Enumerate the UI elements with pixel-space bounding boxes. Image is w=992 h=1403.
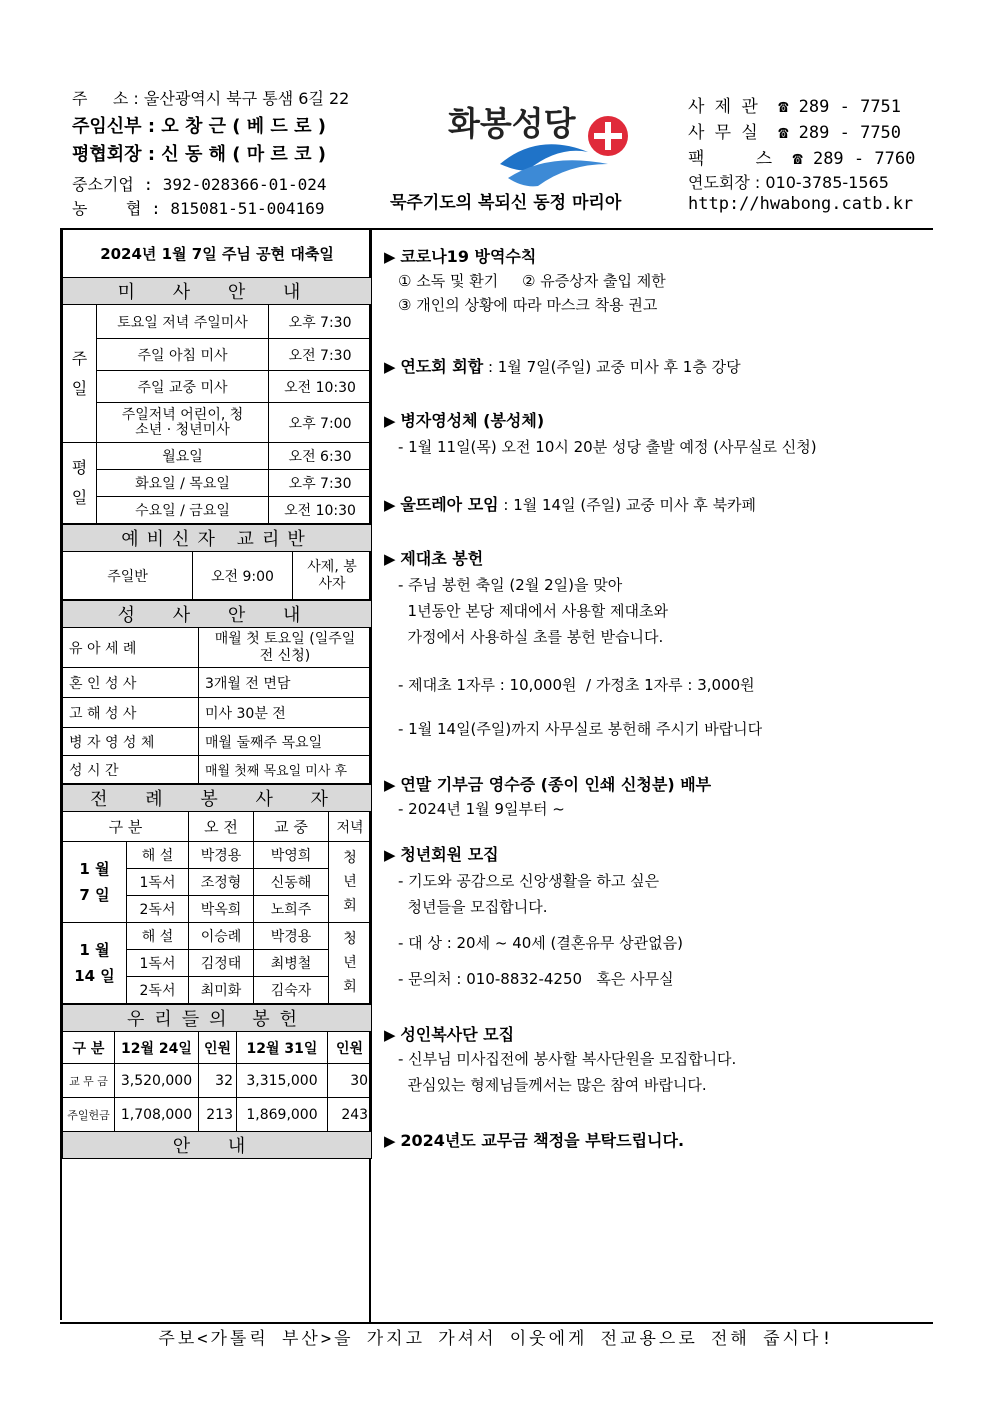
- liturgy-role: 2독서: [127, 977, 189, 1004]
- liturgy-evening: 청 년 회: [329, 923, 372, 1004]
- liturgy-person: 박경용: [254, 923, 329, 950]
- mass-time: 오후 7:00: [269, 403, 372, 443]
- sacrament-info: 미사 30분 전: [199, 698, 372, 728]
- offering-count: 32: [199, 1064, 237, 1098]
- council-line: 평협회장 : 신 동 해 ( 마 르 코 ): [72, 144, 326, 165]
- liturgy-role: 2독서: [127, 896, 189, 923]
- bullet-icon: ▶: [384, 358, 401, 376]
- liturgy-role: 1독서: [127, 869, 189, 896]
- offering-head: 12월 31일: [237, 1032, 328, 1064]
- offering-amount: 3,315,000: [237, 1064, 328, 1098]
- offering-amount: 1,869,000: [237, 1098, 328, 1132]
- mass-time: 오후 7:30: [269, 305, 372, 339]
- offering-amount: 3,520,000: [115, 1064, 199, 1098]
- offering-name: 교 무 금: [63, 1064, 115, 1098]
- youth-line: - 문의처 : 010-8832-4250 혹은 사무실: [398, 970, 674, 988]
- bank-account-1: 중소기업 : 392-028366-01-024: [72, 175, 327, 194]
- bullet-icon: ▶: [384, 248, 401, 266]
- bullet-icon: ▶: [384, 1132, 401, 1150]
- address-line: 주 소 : 울산광역시 북구 통샘 6길 22: [72, 89, 350, 108]
- sick-text: - 1월 11일(목) 오전 10시 20분 성당 출발 예정 (사무실로 신청): [398, 438, 817, 456]
- mass-name: 주일 교중 미사: [97, 371, 269, 403]
- weekday-label: 평일: [63, 443, 97, 524]
- liturgy-head: 교 중: [254, 812, 329, 842]
- liturgy-person: 이승례: [189, 923, 254, 950]
- office-phone: 사 무 실 ☎ 289 - 7750: [688, 123, 902, 143]
- sick-title: ▶ 병자영성체 (봉성체): [384, 411, 545, 430]
- liturgy-person: 신동해: [254, 869, 329, 896]
- bullet-icon: ▶: [384, 776, 401, 794]
- mass-time: 오전 7:30: [269, 339, 372, 371]
- covid-line: ① 소독 및 환기 ② 유증상자 출입 제한: [398, 272, 666, 290]
- offering-count: 243: [328, 1098, 372, 1132]
- footer-note: 주보<가톨릭 부산>을 가지고 가셔서 이웃에게 전교용으로 전해 줍시다!: [158, 1329, 835, 1349]
- candle-line: 1년동안 본당 제대에서 사용할 제대초와: [398, 602, 668, 620]
- mass-name: 토요일 저녁 주일미사: [97, 305, 269, 339]
- sacrament-name: 혼 인 성 사: [63, 668, 199, 698]
- offering-head: 12월 24일: [115, 1032, 199, 1064]
- mass-schedule-table: [62, 228, 372, 524]
- date-title: 2024년 1월 7일 주님 공현 대축일: [63, 229, 372, 278]
- offering-section-title: 우리들의 봉헌: [63, 1005, 372, 1032]
- bullet-icon: ▶: [384, 496, 401, 514]
- catechumen-time: 오전 9:00: [193, 552, 293, 600]
- sacrament-info: 매월 첫 토요일 (일주일 전 신청): [199, 628, 372, 668]
- mass-name: 주일저녁 어린이, 청소년 · 청년미사: [97, 403, 269, 443]
- youth-line: - 대 상 : 20세 ~ 40세 (결혼유무 상관없음): [398, 934, 683, 952]
- youth-title: ▶ 청년회원 모집: [384, 845, 499, 864]
- bullet-icon: ▶: [384, 846, 401, 864]
- sacrament-name: 고 해 성 사: [63, 698, 199, 728]
- mass-time: 오전 10:30: [269, 497, 372, 524]
- dues-item: ▶ 2024년도 교무금 책정을 부탁드립니다.: [384, 1131, 685, 1150]
- youth-line: 청년들을 모집합니다.: [398, 898, 548, 916]
- bullet-icon: ▶: [384, 1026, 401, 1044]
- candle-line: - 주님 봉헌 축일 (2월 2일)을 맞아: [398, 576, 623, 594]
- liturgy-person: 박경용: [189, 842, 254, 869]
- church-logo-icon: [498, 112, 638, 192]
- catechumen-teacher: 사제, 봉사자: [293, 552, 372, 600]
- sacrament-name: 유 아 세 례: [63, 628, 199, 668]
- covid-title: ▶ 코로나19 방역수칙: [384, 247, 537, 266]
- liturgy-date: 1 월 7 일: [63, 842, 127, 923]
- mass-time: 오전 10:30: [269, 371, 372, 403]
- liturgy-head: 구 분: [63, 812, 189, 842]
- receipt-text: - 2024년 1월 9일부터 ~: [398, 800, 565, 818]
- catechumen-section-title: 예비신자 교리반: [63, 525, 372, 552]
- notice-section-title: 안 내: [63, 1132, 372, 1159]
- bullet-icon: ▶: [384, 412, 401, 430]
- offering-head: 구 분: [63, 1032, 115, 1064]
- sacrament-info: 매월 첫째 목요일 미사 후: [199, 756, 372, 784]
- candle-line: - 1월 14일(주일)까지 사무실로 봉헌해 주시기 바랍니다: [398, 720, 763, 738]
- mass-time: 오후 7:30: [269, 470, 372, 497]
- offering-name: 주일헌금: [63, 1098, 115, 1132]
- candle-title: ▶ 제대초 봉헌: [384, 549, 484, 568]
- offering-count: 30: [328, 1064, 372, 1098]
- ultreya-item: ▶ 울뜨레아 모임 : 1월 14일 (주일) 교중 미사 후 북카페: [384, 495, 757, 514]
- sacrament-table: [62, 600, 372, 784]
- liturgy-person: 조정형: [189, 869, 254, 896]
- receipt-title: ▶ 연말 기부금 영수증 (종이 인쇄 신청분) 배부: [384, 775, 712, 794]
- liturgy-date: 1 월 14 일: [63, 923, 127, 1004]
- offering-head: 인원: [328, 1032, 372, 1064]
- liturgy-person: 김정태: [189, 950, 254, 977]
- catechumen-table: [62, 524, 372, 600]
- liturgy-person: 노희주: [254, 896, 329, 923]
- sacrament-name: 병 자 영 성 체: [63, 728, 199, 756]
- liturgy-table: [62, 784, 372, 1004]
- candle-line: - 제대초 1자루 : 10,000원 / 가정초 1자루 : 3,000원: [398, 676, 755, 694]
- yeondo-item: ▶ 연도회 회합 : 1월 7일(주일) 교중 미사 후 1층 강당: [384, 357, 741, 376]
- liturgy-person: 최병철: [254, 950, 329, 977]
- liturgy-person: 김숙자: [254, 977, 329, 1004]
- pastor-line: 주임신부 : 오 창 근 ( 베 드 로 ): [72, 116, 326, 137]
- liturgy-head: 저녁: [329, 812, 372, 842]
- bullet-icon: ▶: [384, 550, 401, 568]
- catechumen-class: 주일반: [63, 552, 193, 600]
- mass-name: 화요일 / 목요일: [97, 470, 269, 497]
- sacrament-info: 3개월 전 면담: [199, 668, 372, 698]
- youth-line: - 기도와 공감으로 신앙생활을 하고 싶은: [398, 872, 660, 890]
- left-column: [60, 228, 369, 1320]
- offering-table: [62, 1004, 372, 1159]
- mass-name: 월요일: [97, 443, 269, 470]
- sacrament-section-title: 성 사 안 내: [63, 601, 372, 628]
- offering-count: 213: [199, 1098, 237, 1132]
- fax-number: 팩 스 ☎ 289 - 7760: [688, 149, 916, 169]
- adult-line: - 신부님 미사집전에 봉사할 복사단원을 모집합니다.: [398, 1050, 737, 1068]
- sacrament-name: 성 시 간: [63, 756, 199, 784]
- liturgy-evening: 청 년 회: [329, 842, 372, 923]
- liturgy-person: 박영희: [254, 842, 329, 869]
- candle-line: 가정에서 사용하실 초를 봉헌 받습니다.: [398, 628, 664, 646]
- offering-amount: 1,708,000: [115, 1098, 199, 1132]
- sacrament-info: 매월 둘째주 목요일: [199, 728, 372, 756]
- mass-name: 수요일 / 금요일: [97, 497, 269, 524]
- mass-section-title: 미 사 안 내: [63, 278, 372, 305]
- liturgy-person: 최미화: [189, 977, 254, 1004]
- adult-title: ▶ 성인복사단 모집: [384, 1025, 515, 1044]
- federation-phone: 연도회장 : 010-3785-1565: [688, 173, 889, 192]
- website-link[interactable]: http://hwabong.catb.kr: [688, 194, 914, 214]
- liturgy-head: 오 전: [189, 812, 254, 842]
- liturgy-role: 해 설: [127, 923, 189, 950]
- rectory-phone: 사 제 관 ☎ 289 - 7751: [688, 97, 902, 117]
- covid-line: ③ 개인의 상황에 따라 마스크 착용 권고: [398, 296, 658, 314]
- liturgy-section-title: 전 례 봉 사 자: [63, 785, 372, 812]
- mass-time: 오전 6:30: [269, 443, 372, 470]
- parish-motto: 묵주기도의 복되신 동정 마리아: [390, 193, 622, 213]
- liturgy-person: 박옥희: [189, 896, 254, 923]
- bank-account-2: 농 협 : 815081-51-004169: [72, 199, 325, 218]
- offering-head: 인원: [199, 1032, 237, 1064]
- adult-line: 관심있는 형제님들께서는 많은 참여 바랍니다.: [398, 1076, 707, 1094]
- mass-name: 주일 아침 미사: [97, 339, 269, 371]
- sunday-label: 주일: [63, 305, 97, 443]
- church-name: 화봉성당: [448, 104, 576, 143]
- liturgy-role: 해 설: [127, 842, 189, 869]
- liturgy-role: 1독서: [127, 950, 189, 977]
